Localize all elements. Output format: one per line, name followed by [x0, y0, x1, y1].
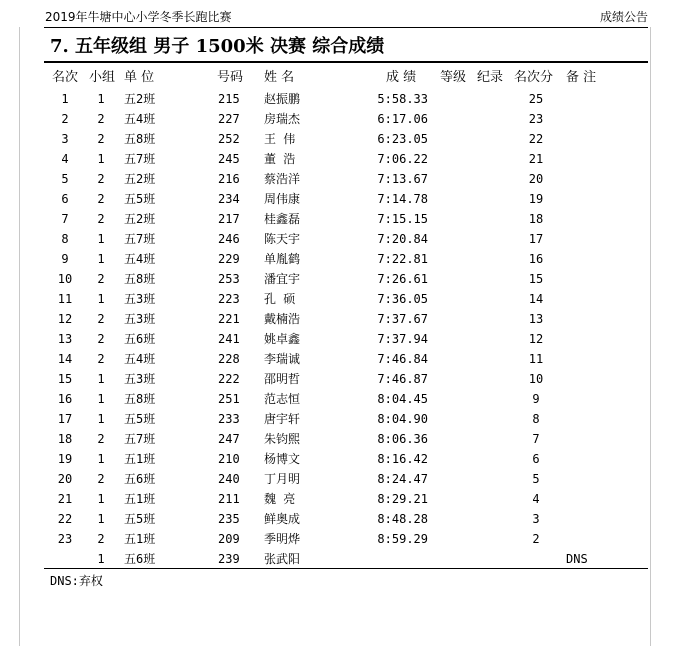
- result-cell: 7:46.84: [377, 352, 428, 366]
- unit-cell: 五4班: [124, 252, 156, 266]
- table-row: [0, 529, 695, 549]
- name-cell: 朱钧熙: [264, 432, 301, 446]
- score-cell: 17: [528, 232, 544, 246]
- table-row: [0, 229, 695, 249]
- unit-cell: 五4班: [124, 352, 156, 366]
- rank-cell: 17: [57, 412, 73, 426]
- bib-cell: 229: [218, 252, 240, 266]
- group-cell: 1: [97, 152, 105, 166]
- result-cell: 8:48.28: [377, 512, 428, 526]
- bib-cell: 223: [218, 292, 240, 306]
- result-cell: 8:04.90: [377, 412, 428, 426]
- name-cell: 邵明哲: [264, 372, 301, 386]
- table-row: [0, 289, 695, 309]
- group-cell: 2: [97, 332, 105, 346]
- score-cell: 12: [528, 332, 544, 346]
- name-cell: 董 浩: [264, 152, 296, 166]
- table-header-divider: [44, 61, 648, 63]
- rank-cell: 21: [57, 492, 73, 506]
- unit-cell: 五7班: [124, 232, 156, 246]
- score-cell: 8: [532, 412, 540, 426]
- score-cell: 14: [528, 292, 544, 306]
- rank-cell: 2: [61, 112, 69, 126]
- name-cell: 丁月明: [264, 472, 301, 486]
- bib-cell: 252: [218, 132, 240, 146]
- col-name: 姓 名: [264, 70, 295, 85]
- unit-cell: 五7班: [124, 152, 156, 166]
- unit-cell: 五7班: [124, 432, 156, 446]
- bib-cell: 253: [218, 272, 240, 286]
- name-cell: 季明烨: [264, 532, 301, 546]
- name-cell: 孔 硕: [264, 292, 296, 306]
- rank-cell: 15: [57, 372, 73, 386]
- unit-cell: 五2班: [124, 212, 156, 226]
- table-row: [0, 509, 695, 529]
- score-cell: 5: [532, 472, 540, 486]
- bib-cell: 234: [218, 192, 240, 206]
- result-cell: 8:06.36: [377, 432, 428, 446]
- name-cell: 周伟康: [264, 192, 301, 206]
- bib-cell: 228: [218, 352, 240, 366]
- table-row: [0, 169, 695, 189]
- unit-cell: 五2班: [124, 92, 156, 106]
- rank-cell: 19: [57, 452, 73, 466]
- rank-cell: 10: [57, 272, 73, 286]
- group-cell: 2: [97, 192, 105, 206]
- bib-cell: 245: [218, 152, 240, 166]
- group-cell: 2: [97, 132, 105, 146]
- table-row: [0, 309, 695, 329]
- result-cell: 7:36.05: [377, 292, 428, 306]
- rank-cell: 4: [61, 152, 69, 166]
- rank-cell: 1: [61, 92, 69, 106]
- result-cell: 6:17.06: [377, 112, 428, 126]
- table-row: [0, 109, 695, 129]
- rank-cell: 3: [61, 132, 69, 146]
- group-cell: 2: [97, 172, 105, 186]
- bib-cell: 239: [218, 552, 240, 566]
- bib-cell: 233: [218, 412, 240, 426]
- unit-cell: 五3班: [124, 312, 156, 326]
- group-cell: 2: [97, 472, 105, 486]
- table-row: [0, 369, 695, 389]
- score-cell: 25: [528, 92, 544, 106]
- bib-cell: 246: [218, 232, 240, 246]
- group-cell: 1: [97, 492, 105, 506]
- group-cell: 1: [97, 92, 105, 106]
- bib-cell: 216: [218, 172, 240, 186]
- table-row: [0, 429, 695, 449]
- unit-cell: 五5班: [124, 192, 156, 206]
- header-divider: [44, 27, 648, 28]
- unit-cell: 五2班: [124, 172, 156, 186]
- event-name: 2019年牛塘中心小学冬季长跑比赛: [45, 10, 232, 24]
- score-cell: 6: [532, 452, 540, 466]
- unit-cell: 五5班: [124, 412, 156, 426]
- result-cell: 8:29.21: [377, 492, 428, 506]
- group-cell: 1: [97, 372, 105, 386]
- score-cell: 7: [532, 432, 540, 446]
- group-cell: 1: [97, 392, 105, 406]
- table-row: [0, 189, 695, 209]
- col-group: 小组: [89, 70, 116, 85]
- score-cell: 15: [528, 272, 544, 286]
- name-cell: 潘宜宇: [264, 272, 301, 286]
- col-score: 名次分: [514, 70, 554, 85]
- name-cell: 鲜奥成: [264, 512, 301, 526]
- bib-cell: 217: [218, 212, 240, 226]
- group-cell: 2: [97, 272, 105, 286]
- rank-cell: 20: [57, 472, 73, 486]
- result-cell: 7:26.61: [377, 272, 428, 286]
- result-cell: 7:06.22: [377, 152, 428, 166]
- table-row: [0, 469, 695, 489]
- name-cell: 陈天宇: [264, 232, 301, 246]
- group-cell: 1: [97, 452, 105, 466]
- col-bib: 号码: [217, 70, 244, 85]
- score-cell: 3: [532, 512, 540, 526]
- unit-cell: 五4班: [124, 112, 156, 126]
- table-row: [0, 129, 695, 149]
- rank-cell: 9: [61, 252, 69, 266]
- score-cell: 2: [532, 532, 540, 546]
- unit-cell: 五1班: [124, 492, 156, 506]
- table-row: [0, 329, 695, 349]
- bib-cell: 209: [218, 532, 240, 546]
- group-cell: 1: [97, 252, 105, 266]
- score-cell: 21: [528, 152, 544, 166]
- result-cell: 6:23.05: [377, 132, 428, 146]
- table-row: [0, 349, 695, 369]
- col-unit: 单 位: [124, 70, 155, 85]
- result-cell: 8:16.42: [377, 452, 428, 466]
- group-cell: 2: [97, 212, 105, 226]
- result-cell: 8:59.29: [377, 532, 428, 546]
- name-cell: 赵振鹏: [264, 92, 301, 106]
- unit-cell: 五1班: [124, 452, 156, 466]
- bib-cell: 240: [218, 472, 240, 486]
- result-cell: 5:58.33: [377, 92, 428, 106]
- col-result: 成 绩: [386, 70, 417, 85]
- name-cell: 张武阳: [264, 552, 301, 566]
- result-cell: 7:15.15: [377, 212, 428, 226]
- rank-cell: 16: [57, 392, 73, 406]
- result-cell: 8:04.45: [377, 392, 428, 406]
- name-cell: 王 伟: [264, 132, 296, 146]
- group-cell: 2: [97, 532, 105, 546]
- unit-cell: 五8班: [124, 272, 156, 286]
- score-cell: 16: [528, 252, 544, 266]
- rank-cell: 5: [61, 172, 69, 186]
- score-cell: 22: [528, 132, 544, 146]
- result-cell: 7:14.78: [377, 192, 428, 206]
- rank-cell: 14: [57, 352, 73, 366]
- group-cell: 1: [97, 512, 105, 526]
- col-rank: 名次: [52, 70, 79, 85]
- name-cell: 姚卓鑫: [264, 332, 301, 346]
- col-level: 等级: [440, 70, 467, 85]
- bib-cell: 247: [218, 432, 240, 446]
- result-cell: 7:37.67: [377, 312, 428, 326]
- unit-cell: 五8班: [124, 392, 156, 406]
- group-cell: 2: [97, 112, 105, 126]
- rank-cell: 13: [57, 332, 73, 346]
- result-cell: 7:37.94: [377, 332, 428, 346]
- bib-cell: 222: [218, 372, 240, 386]
- group-cell: 2: [97, 312, 105, 326]
- unit-cell: 五3班: [124, 292, 156, 306]
- page-title: 7. 五年级组 男子 1500米 决赛 综合成绩: [50, 36, 385, 57]
- group-cell: 1: [97, 292, 105, 306]
- name-cell: 李瑞诚: [264, 352, 301, 366]
- bib-cell: 227: [218, 112, 240, 126]
- rank-cell: 11: [57, 292, 73, 306]
- table-row: [0, 549, 695, 569]
- name-cell: 范志恒: [264, 392, 301, 406]
- unit-cell: 五6班: [124, 472, 156, 486]
- result-cell: 7:22.81: [377, 252, 428, 266]
- group-cell: 2: [97, 432, 105, 446]
- table-row: [0, 449, 695, 469]
- bib-cell: 210: [218, 452, 240, 466]
- bib-cell: 241: [218, 332, 240, 346]
- score-cell: 19: [528, 192, 544, 206]
- document-type: 成绩公告: [599, 10, 648, 24]
- bib-cell: 211: [218, 492, 240, 506]
- score-cell: 18: [528, 212, 544, 226]
- bib-cell: 251: [218, 392, 240, 406]
- rank-cell: 8: [61, 232, 69, 246]
- group-cell: 1: [97, 552, 105, 566]
- table-row: [0, 489, 695, 509]
- table-bottom-divider: [44, 568, 648, 569]
- table-row: [0, 389, 695, 409]
- bib-cell: 221: [218, 312, 240, 326]
- rank-cell: 12: [57, 312, 73, 326]
- result-cell: 7:13.67: [377, 172, 428, 186]
- rank-cell: 23: [57, 532, 73, 546]
- group-cell: 1: [97, 412, 105, 426]
- score-cell: 11: [528, 352, 544, 366]
- score-cell: 10: [528, 372, 544, 386]
- group-cell: 1: [97, 232, 105, 246]
- score-cell: 13: [528, 312, 544, 326]
- score-cell: 23: [528, 112, 544, 126]
- score-cell: 20: [528, 172, 544, 186]
- table-row: [0, 409, 695, 429]
- name-cell: 唐宇轩: [264, 412, 301, 426]
- result-cell: 7:20.84: [377, 232, 428, 246]
- rank-cell: 7: [61, 212, 69, 226]
- footnote: DNS:弃权: [50, 574, 103, 588]
- unit-cell: 五8班: [124, 132, 156, 146]
- rank-cell: 22: [57, 512, 73, 526]
- rank-cell: 18: [57, 432, 73, 446]
- table-row: [0, 209, 695, 229]
- name-cell: 桂鑫磊: [264, 212, 301, 226]
- unit-cell: 五5班: [124, 512, 156, 526]
- table-row: [0, 89, 695, 109]
- unit-cell: 五6班: [124, 332, 156, 346]
- bib-cell: 235: [218, 512, 240, 526]
- note-cell: DNS: [566, 552, 588, 566]
- table-row: [0, 249, 695, 269]
- score-cell: 4: [532, 492, 540, 506]
- table-row: [0, 269, 695, 289]
- score-cell: 9: [532, 392, 540, 406]
- table-row: [0, 149, 695, 169]
- unit-cell: 五6班: [124, 552, 156, 566]
- name-cell: 房瑞杰: [264, 112, 301, 126]
- unit-cell: 五3班: [124, 372, 156, 386]
- name-cell: 蔡浩洋: [264, 172, 301, 186]
- group-cell: 2: [97, 352, 105, 366]
- name-cell: 魏 亮: [264, 492, 296, 506]
- name-cell: 戴楠浩: [264, 312, 301, 326]
- unit-cell: 五1班: [124, 532, 156, 546]
- name-cell: 单胤鹤: [264, 252, 301, 266]
- col-record: 纪录: [477, 70, 504, 85]
- bib-cell: 215: [218, 92, 240, 106]
- name-cell: 杨博文: [264, 452, 301, 466]
- col-note: 备 注: [566, 70, 597, 85]
- result-cell: 7:46.87: [377, 372, 428, 386]
- result-cell: 8:24.47: [377, 472, 428, 486]
- rank-cell: 6: [61, 192, 69, 206]
